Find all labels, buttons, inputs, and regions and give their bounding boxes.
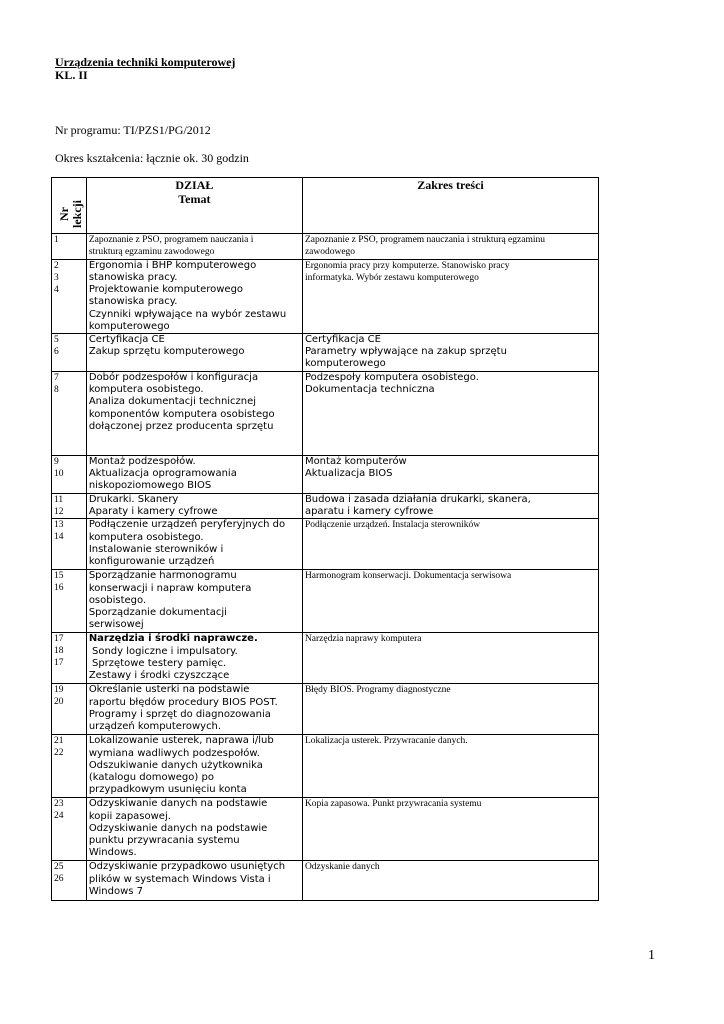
table-row — [52, 456, 599, 494]
topic-cell — [86, 372, 302, 456]
topic-line: Analiza dokumentacji technicznej — [88, 396, 257, 408]
header-nr-line: lekcji — [70, 200, 84, 228]
table-row — [52, 684, 599, 735]
table-row — [52, 494, 599, 519]
topic-line: Windows 7 — [88, 885, 143, 897]
lesson-number-cell — [52, 456, 87, 494]
lesson-number: 25 — [54, 862, 64, 873]
lesson-number: 20 — [54, 697, 64, 708]
topic-line: Sporządzanie harmonogramu — [88, 570, 237, 582]
topic-line: osobistego. — [88, 594, 147, 606]
lesson-number-cell — [52, 234, 87, 260]
header-zakres: Zakres treści — [417, 178, 484, 192]
lesson-number-cell — [52, 494, 87, 519]
scope-line: Ergonomia pracy przy komputerze. Stanowisko pracy — [304, 260, 510, 271]
scope-line: Dokumentacja techniczna — [304, 384, 435, 396]
topic-cell — [86, 633, 302, 684]
scope-cell — [302, 372, 598, 456]
topic-line: wymiana wadliwych podzespołów. — [88, 747, 260, 759]
topic-line: Certyfikacja CE — [88, 334, 165, 346]
scope-cell — [302, 456, 598, 494]
scope-line: Lokalizacja usterek. Przywracanie danych. — [304, 736, 468, 747]
table-row — [52, 861, 599, 901]
lesson-number-cell — [52, 334, 87, 372]
header-nr-label — [58, 200, 84, 228]
lesson-number: 18 — [54, 646, 64, 657]
topic-line: Podłączenie urządzeń peryferyjnych do — [88, 519, 286, 531]
topic-line: Lokalizowanie usterek, naprawa i/lub — [88, 735, 274, 747]
scope-line: Odzyskanie danych — [304, 862, 380, 873]
lesson-number-cell — [52, 570, 87, 633]
topic-cell — [86, 735, 302, 798]
topic-cell — [86, 519, 302, 570]
topic-line: Odzyskiwanie danych na podstawie — [88, 822, 268, 834]
topic-cell — [86, 259, 302, 333]
lesson-number: 9 — [54, 457, 59, 468]
topic-line: Aparaty i kamery cyfrowe — [88, 506, 218, 518]
lesson-number: 16 — [54, 583, 64, 594]
curriculum-table — [51, 177, 599, 901]
page-number: 1 — [648, 948, 655, 963]
topic-cell — [86, 334, 302, 372]
topic-cell — [86, 456, 302, 494]
topic-line: komputera osobistego. — [88, 531, 204, 543]
topic-line: stanowiska pracy. — [88, 272, 178, 284]
topic-line: Dobór podzespołów i konfiguracja — [88, 372, 259, 384]
lesson-number: 10 — [54, 469, 64, 480]
topic-line: Montaż podzespołów. — [88, 456, 196, 468]
topic-line: Programy i sprzęt do diagnozowania — [88, 708, 271, 720]
topic-line: konfigurowanie urządzeń — [88, 556, 215, 568]
scope-cell — [302, 519, 598, 570]
lesson-number: 15 — [54, 571, 64, 582]
scope-line: Narzędzia naprawy komputera — [304, 634, 422, 645]
topic-line: Projektowanie komputerowego — [88, 284, 244, 296]
scope-line: Błędy BIOS. Programy diagnostyczne — [304, 685, 451, 696]
topic-line: konserwacji i napraw komputera — [88, 582, 252, 594]
topic-cell — [86, 494, 302, 519]
topic-line: serwisowej — [88, 619, 144, 631]
topic-line: plików w systemach Windows Vista i — [88, 873, 271, 885]
topic-line: punktu przywracania systemu — [88, 835, 240, 847]
scope-line: Aktualizacja BIOS — [304, 468, 393, 480]
lesson-number: 6 — [54, 347, 59, 358]
topic-line: Czynniki wpływające na wybór zestawu — [88, 308, 287, 320]
topic-line: Określanie usterki na podstawie — [88, 684, 250, 696]
scope-line: Parametry wpływające na zakup sprzętu — [304, 346, 507, 358]
topic-cell — [86, 570, 302, 633]
lesson-number: 2 — [54, 260, 59, 271]
scope-cell — [302, 494, 598, 519]
topic-line: Aktualizacja oprogramowania — [88, 468, 237, 480]
lesson-number: 3 — [54, 272, 59, 283]
lesson-number-cell — [52, 798, 87, 861]
topic-line: niskopoziomowego BIOS — [88, 480, 212, 492]
lesson-number-cell — [52, 735, 87, 798]
document-title: Urządzenia techniki komputerowej — [55, 55, 236, 69]
lesson-number-cell — [52, 372, 87, 456]
scope-cell — [302, 861, 598, 901]
topic-line: Odszukiwanie danych użytkownika — [88, 759, 263, 771]
scope-cell — [302, 570, 598, 633]
lesson-number: 21 — [54, 736, 64, 747]
topic-line: Sporządzanie dokumentacji — [88, 607, 227, 619]
topic-line: Narzędzia i środki naprawcze. — [88, 633, 258, 645]
topic-line: komputerowego — [88, 320, 170, 332]
topic-line: Odzyskiwanie przypadkowo usuniętych — [88, 861, 286, 873]
topic-line: kopii zapasowej. — [88, 810, 171, 822]
scope-line: zawodowego — [304, 247, 356, 258]
program-number: Nr programu: TI/PZS1/PG/2012 — [55, 123, 211, 137]
lesson-number: 19 — [54, 685, 64, 696]
scope-cell — [302, 633, 598, 684]
topic-line: komputera osobistego. — [88, 384, 204, 396]
table-row — [52, 372, 599, 456]
lesson-number: 23 — [54, 799, 64, 810]
lesson-number: 26 — [54, 874, 64, 885]
scope-line: Podłączenie urządzeń. Instalacja sterowników — [304, 520, 481, 531]
lesson-number: 17 — [54, 634, 64, 645]
topic-line: urządzeń komputerowych. — [88, 721, 222, 733]
header-nr-line: Nr — [57, 207, 71, 221]
lesson-number: 17 — [54, 658, 64, 669]
scope-line: Harmonogram konserwacji. Dokumentacja serwisowa — [304, 571, 512, 582]
topic-cell — [86, 234, 302, 260]
lesson-number: 5 — [54, 335, 59, 346]
header-dzial: DZIAŁ — [175, 178, 214, 192]
table-row — [52, 798, 599, 861]
topic-cell — [86, 684, 302, 735]
topic-line: stanowiska pracy. — [88, 296, 178, 308]
scope-cell — [302, 234, 598, 260]
lesson-number-cell — [52, 861, 87, 901]
table-row — [52, 570, 599, 633]
table-row — [52, 234, 599, 260]
lesson-number-cell — [52, 684, 87, 735]
scope-cell — [302, 735, 598, 798]
topic-cell — [86, 798, 302, 861]
lesson-number-cell — [52, 633, 87, 684]
topic-line: Instalowanie sterowników i — [88, 543, 224, 555]
lesson-number: 12 — [54, 507, 64, 518]
lesson-number: 11 — [54, 495, 64, 506]
lesson-number: 4 — [54, 284, 59, 295]
header-nr-cell — [52, 178, 87, 234]
table-header-row — [52, 178, 599, 234]
scope-line: informatyka. Wybór zestawu komputerowego — [304, 273, 479, 284]
topic-line: Zapoznanie z PSO, programem nauczania i — [88, 235, 254, 245]
topic-line: komponentów komputera osobistego — [88, 408, 275, 420]
scope-cell — [302, 259, 598, 333]
lesson-number: 8 — [54, 385, 59, 396]
topic-line: przypadkowym usunięciu konta — [88, 784, 247, 796]
table-row — [52, 519, 599, 570]
lesson-number: 22 — [54, 748, 64, 759]
topic-line: strukturą egzaminu zawodowego — [88, 247, 215, 258]
topic-line: Ergonomia i BHP komputerowego — [88, 259, 257, 271]
header-temat-cell — [86, 178, 302, 234]
scope-line: Kopia zapasowa. Punkt przywracania systemu — [304, 799, 482, 810]
scope-cell — [302, 684, 598, 735]
scope-cell — [302, 334, 598, 372]
topic-line: Sprzętowe testery pamięc. — [88, 657, 227, 669]
topic-line: Zestawy i środki czyszczące — [88, 670, 230, 682]
course-duration: Okres kształcenia: łącznie ok. 30 godzin — [55, 151, 249, 165]
table-row — [52, 334, 599, 372]
lesson-number: 7 — [54, 373, 59, 384]
table-row — [52, 735, 599, 798]
topic-line: (katalogu domowego) po — [88, 772, 214, 784]
scope-line: Budowa i zasada działania drukarki, skanera, — [304, 494, 531, 506]
lesson-number-cell — [52, 259, 87, 333]
scope-line: komputerowego — [304, 358, 386, 370]
table-row — [52, 259, 599, 333]
scope-line: aparatu i kamery cyfrowe — [304, 506, 434, 518]
scope-cell — [302, 798, 598, 861]
topic-line: Zakup sprzętu komputerowego — [88, 346, 245, 358]
topic-cell — [86, 861, 302, 901]
lesson-number: 13 — [54, 520, 64, 531]
scope-line: Zapoznanie z PSO, programem nauczania i strukturą egzaminu — [304, 235, 545, 245]
scope-line: Certyfikacja CE — [304, 334, 381, 346]
lesson-number: 24 — [54, 811, 64, 822]
scope-line: Montaż komputerów — [304, 456, 407, 468]
class-label: KL. II — [55, 68, 88, 82]
lesson-number-cell — [52, 519, 87, 570]
table-row — [52, 633, 599, 684]
scope-line: Podzespoły komputera osobistego. — [304, 372, 479, 384]
lesson-number: 14 — [54, 532, 64, 543]
header-zakres-cell — [302, 178, 598, 234]
topic-line: Odzyskiwanie danych na podstawie — [88, 798, 268, 810]
lesson-number: 1 — [54, 235, 59, 245]
topic-line: dołączonej przez producenta sprzętu — [88, 420, 274, 432]
header-temat: Temat — [178, 192, 211, 206]
topic-line: Drukarki. Skanery — [88, 494, 179, 506]
topic-line: Windows. — [88, 847, 137, 859]
topic-line: raportu błędów procedury BIOS POST. — [88, 696, 278, 708]
topic-line: Sondy logiczne i impulsatory. — [88, 645, 238, 657]
